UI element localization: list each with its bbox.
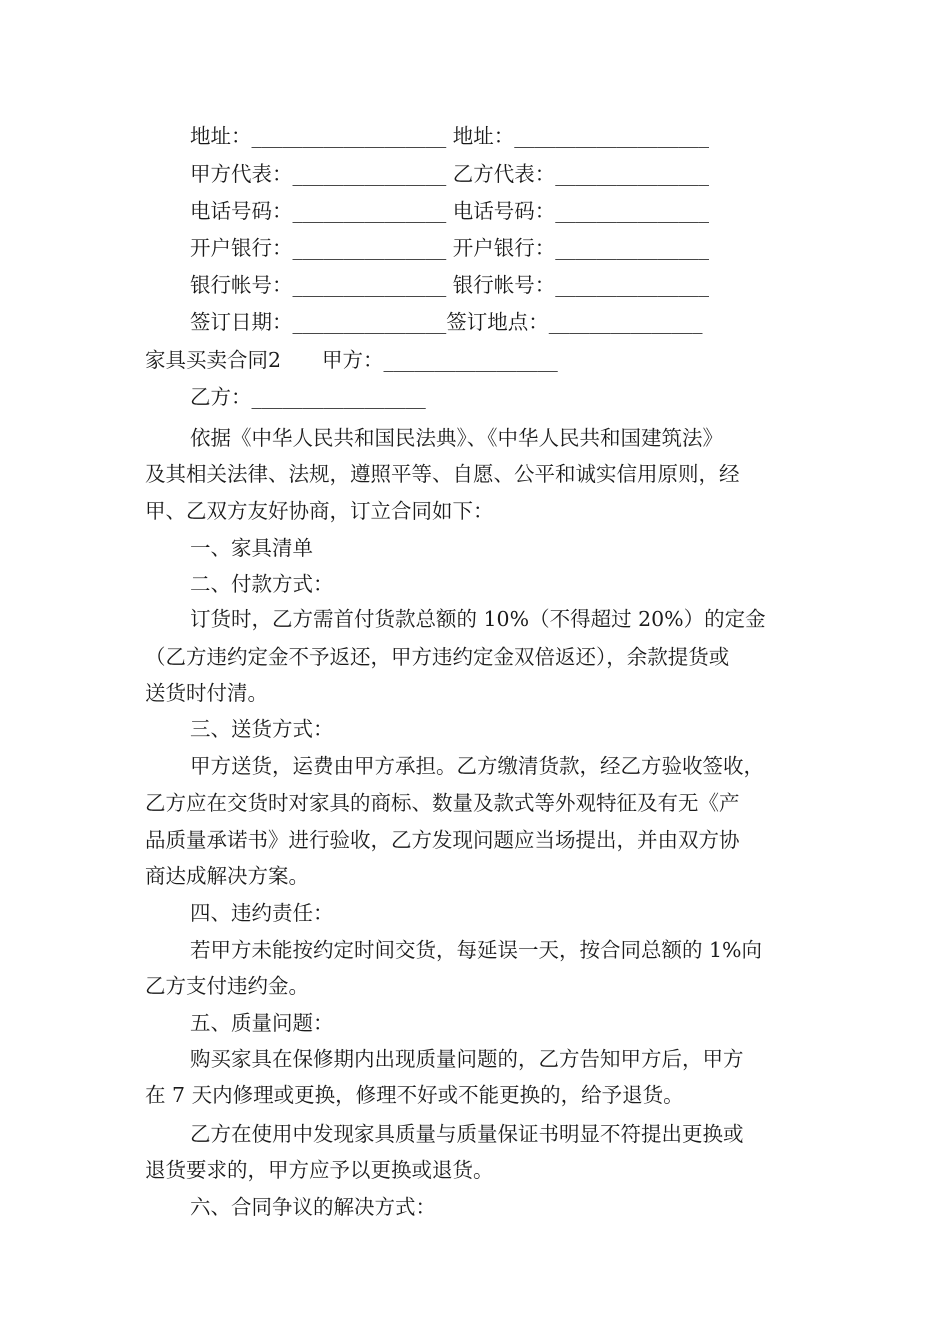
delivery-paragraph-line-1: 甲方送货，运费由甲方承担。乙方缴清货款，经乙方验收签收， — [190, 754, 764, 778]
quality-paragraph2-line-1: 乙方在使用中发现家具质量与质量保证书明显不符提出更换或 — [190, 1122, 744, 1146]
sign-date-place-line: 签订日期：_______________签订地点：_______________ — [190, 310, 703, 334]
representative-line: 甲方代表：_______________ 乙方代表：_______________ — [190, 162, 710, 186]
payment-paragraph-line-2: （乙方违约定金不予返还，甲方违约定金双倍返还），余款提货或 — [145, 645, 730, 669]
paragraph-intro-line-2: 及其相关法律、法规，遵照平等、自愿、公平和诚实信用原则，经 — [145, 462, 740, 486]
paragraph-intro-line-1: 依据《中华人民共和国民法典》、《中华人民共和国建筑法》 — [190, 426, 723, 450]
paragraph-intro-line-3: 甲、乙双方友好协商，订立合同如下： — [145, 499, 494, 523]
quality-paragraph2-line-2: 退货要求的，甲方应予以更换或退货。 — [145, 1158, 494, 1182]
breach-paragraph-line-1: 若甲方未能按约定时间交货，每延误一天，按合同总额的 1%向 — [190, 938, 763, 962]
contract-title-party-a-line: 家具买卖合同2 甲方：_________________ — [145, 348, 558, 372]
section-heading-3: 三、送货方式： — [190, 717, 334, 741]
payment-paragraph-line-3: 送货时付清。 — [145, 681, 268, 705]
bank-account-line: 银行帐号：_______________ 银行帐号：_______________ — [190, 273, 710, 297]
party-b-line: 乙方：_________________ — [190, 385, 426, 409]
quality-paragraph-line-2: 在 7 天内修理或更换，修理不好或不能更换的，给予退货。 — [145, 1083, 684, 1107]
payment-paragraph-line-1: 订货时，乙方需首付货款总额的 10%（不得超过 20%）的定金 — [190, 607, 766, 631]
delivery-paragraph-line-4: 商达成解决方案。 — [145, 864, 309, 888]
address-line: 地址：___________________ 地址：___________________ — [190, 124, 710, 148]
quality-paragraph-line-1: 购买家具在保修期内出现质量问题的，乙方告知甲方后，甲方 — [190, 1047, 744, 1071]
section-heading-2: 二、付款方式： — [190, 572, 334, 596]
section-heading-1: 一、家具清单 — [190, 536, 313, 560]
delivery-paragraph-line-2: 乙方应在交货时对家具的商标、数量及款式等外观特征及有无《产 — [145, 791, 740, 815]
section-heading-6: 六、合同争议的解决方式： — [190, 1195, 436, 1219]
breach-paragraph-line-2: 乙方支付违约金。 — [145, 974, 309, 998]
delivery-paragraph-line-3: 品质量承诺书》进行验收，乙方发现问题应当场提出，并由双方协 — [145, 828, 740, 852]
bank-line: 开户银行：_______________ 开户银行：_______________ — [190, 236, 710, 260]
phone-line: 电话号码：_______________ 电话号码：_______________ — [190, 199, 710, 223]
section-heading-4: 四、违约责任： — [190, 901, 334, 925]
section-heading-5: 五、质量问题： — [190, 1011, 334, 1035]
